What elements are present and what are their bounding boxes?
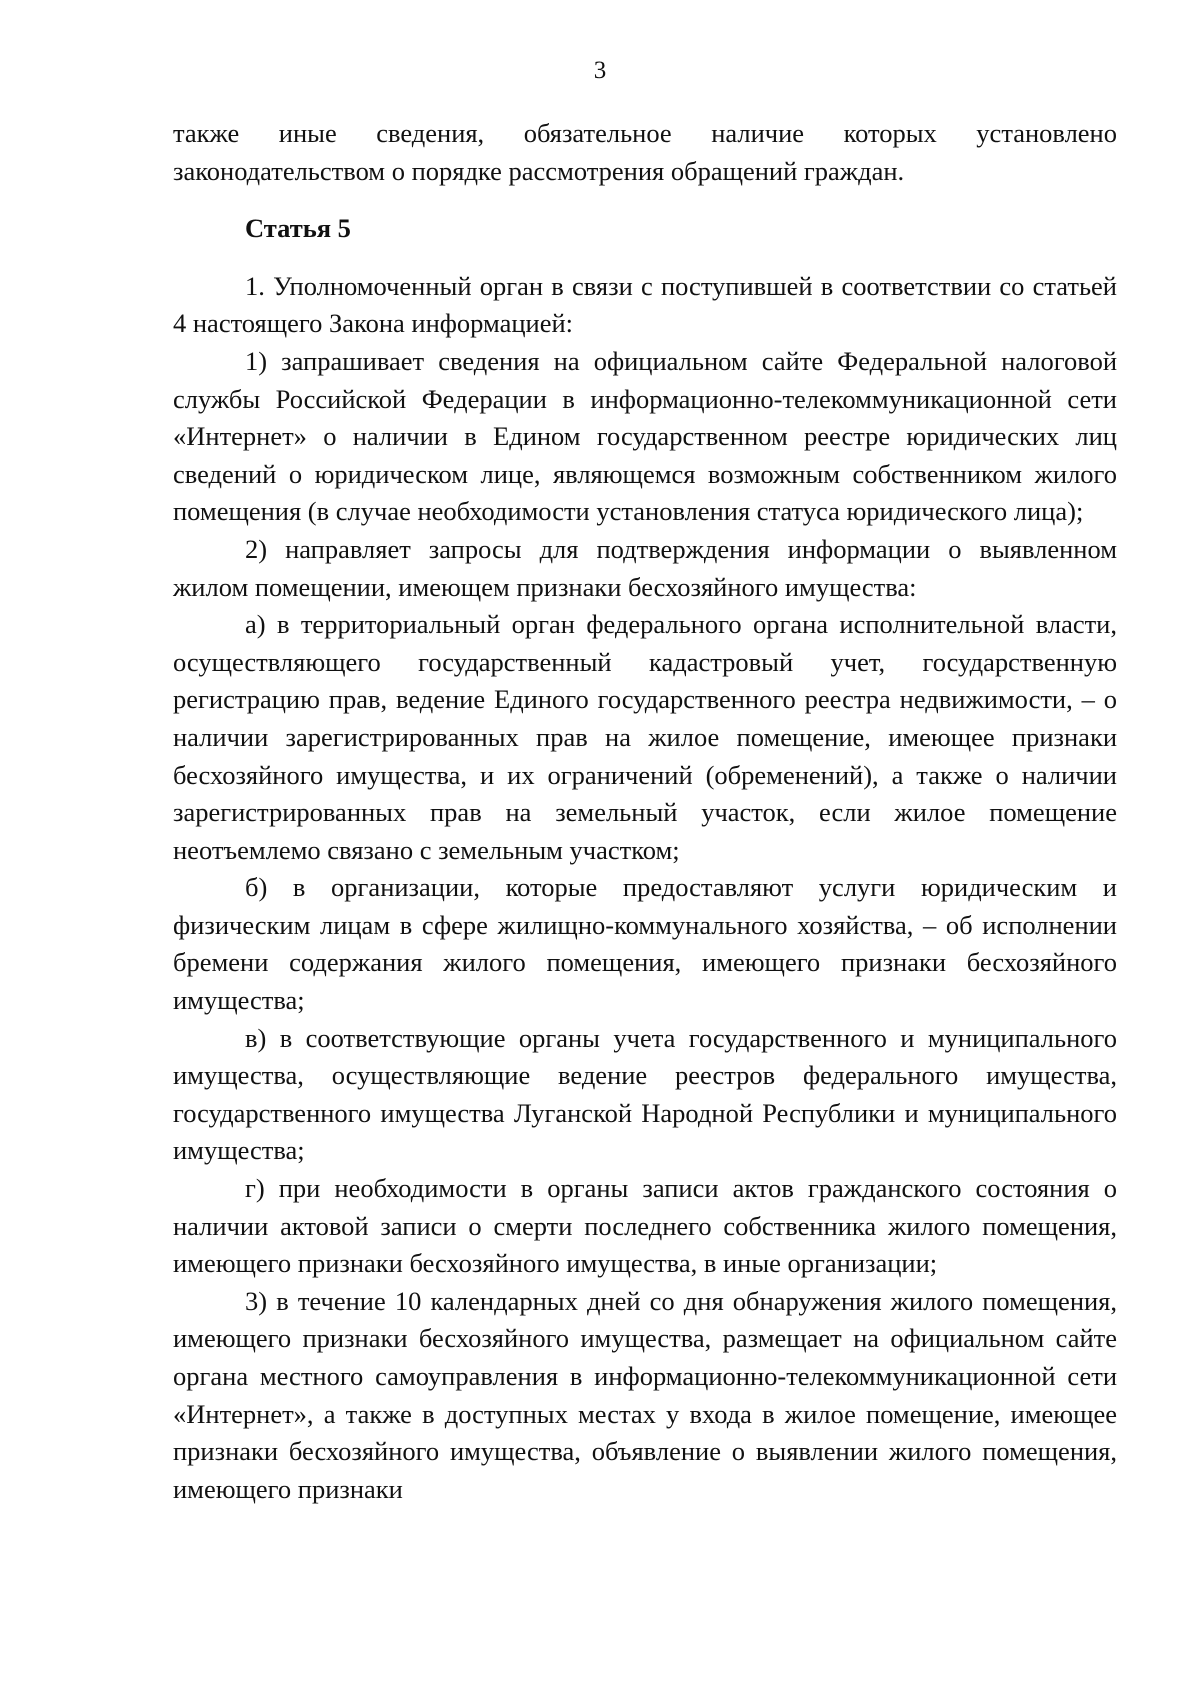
document-body [173,115,1117,1508]
article-heading: Статья 5 [245,213,351,244]
paragraph-continuation: также иные сведения, обязательное наличие которых установлено законодательством о порядке рассмотрения обращений граждан. [173,118,1117,186]
paragraph-subitem-3: 3) в течение 10 календарных дней со дня обнаружения жилого помещения, имеющего признаки бесхозяйного имущества, размещает на официальном сайте органа местного самоуправления в информационно-телекоммуникационной сети «Интернет», а также в доступных местах у входа в жилое помещение, имеющее признаки бесхозяйного имущества, объявление о выявлении жилого помещения, имеющего признаки [173,1285,1117,1504]
page-number: 3 [593,57,607,84]
spacer [173,248,1117,268]
paragraph-subitem-v: в) в соответствующие органы учета государственного и муниципального имущества, осуществляющие ведение реестров федерального имущества, государственного имущества Луганской Народной Республики и муниципального имущества; [173,1022,1117,1166]
spacer [173,190,1117,210]
paragraph-subitem-a: а) в территориальный орган федерального органа исполнительной власти, осуществляющего государственный кадастровый учет, государственную регистрацию прав, ведение Единого государственного реестра недвижимости, – о наличии зарегистрированных прав на жилое помещение, имеющее признаки бесхозяйного имущества, и их ограничений (обременений), а также о наличии зарегистрированных прав на земельный участок, если жилое помещение неотъемлемо связано с земельным участком; [173,609,1117,865]
paragraph-item-1: 1. Уполномоченный орган в связи с поступившей в соответствии со статьей 4 настоящего Закона информацией: [173,270,1117,339]
paragraph-subitem-g: г) при необходимости в органы записи актов гражданского состояния о наличии актовой записи о смерти последнего собственника жилого помещения, имеющего признаки бесхозяйного имущества, в иные организации; [173,1173,1117,1279]
paragraph-subitem-2: 2) направляет запросы для подтверждения информации о выявленном жилом помещении, имеющем признаки бесхозяйного имущества: [173,533,1117,602]
paragraph-subitem-1: 1) запрашивает сведения на официальном сайте Федеральной налоговой службы Российской Федерации в информационно-телекоммуникационной сети «Интернет» о наличии в Едином государственном реестре юридических лиц сведений о юридическом лице, являющемся возможным собственником жилого помещения (в случае необходимости установления статуса юридического лица); [173,345,1117,527]
paragraph-subitem-b: б) в организации, которые предоставляют услуги юридическим и физическим лицам в сфере жилищно-коммунального хозяйства, – об исполнении бремени содержания жилого помещения, имеющего признаки бесхозяйного имущества; [173,872,1117,1016]
